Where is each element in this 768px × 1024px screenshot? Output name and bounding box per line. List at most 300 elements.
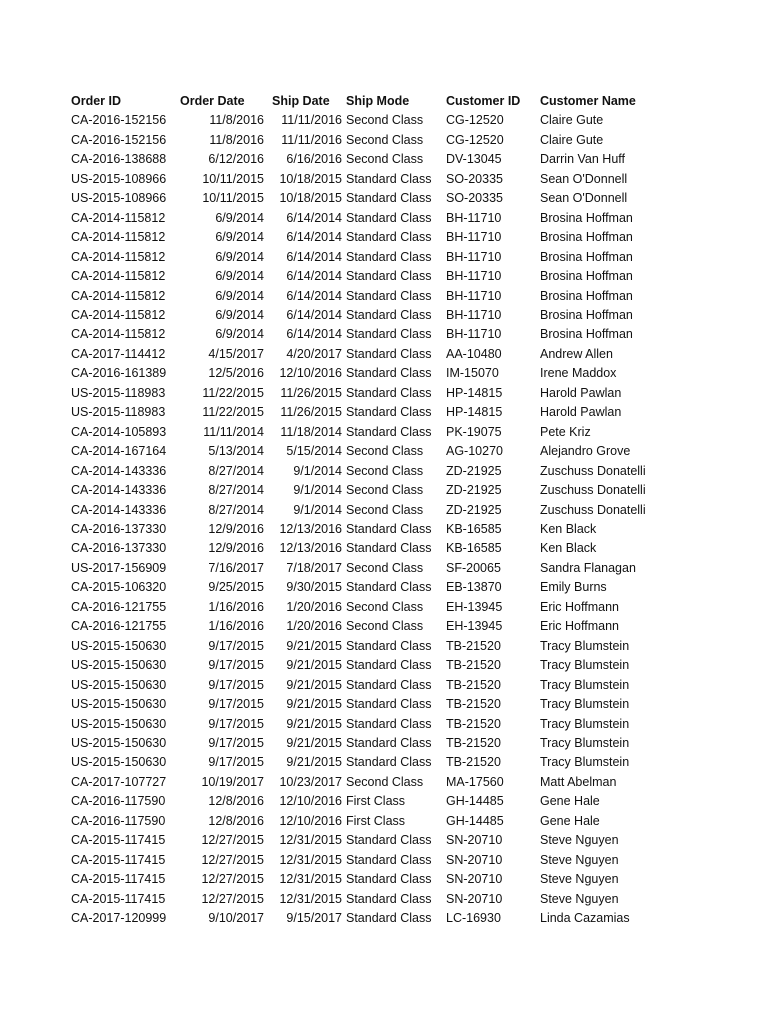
order-id-cell: CA-2015-117415 bbox=[71, 872, 166, 887]
order-id-cell: US-2015-150630 bbox=[71, 697, 167, 712]
table-row bbox=[71, 209, 696, 228]
ship-date-cell: 11/11/2016 bbox=[281, 113, 342, 128]
ship-mode-cell: Standard Class bbox=[346, 891, 432, 906]
table-row bbox=[71, 851, 696, 870]
ship-date-cell: 5/15/2014 bbox=[286, 444, 342, 459]
table-row bbox=[71, 287, 696, 306]
table-row bbox=[71, 559, 696, 578]
order-id-cell: US-2015-150630 bbox=[71, 677, 167, 692]
order-id-cell: CA-2014-143336 bbox=[71, 502, 167, 517]
customer-name-cell: Brosina Hoffman bbox=[540, 210, 633, 225]
ship-mode-cell: Standard Class bbox=[346, 872, 432, 887]
ship-date-cell: 12/10/2016 bbox=[279, 366, 342, 381]
orders-table bbox=[71, 92, 696, 928]
order-id-cell: CA-2014-105893 bbox=[71, 424, 167, 439]
table-row bbox=[71, 831, 696, 850]
customer-name-cell: Brosina Hoffman bbox=[540, 327, 633, 342]
order-date-cell: 1/16/2016 bbox=[208, 599, 264, 614]
table-row bbox=[71, 695, 696, 714]
customer-id-cell: EB-13870 bbox=[446, 580, 502, 595]
customer-name-cell: Sean O'Donnell bbox=[540, 191, 628, 206]
table-row bbox=[71, 364, 696, 383]
table-row bbox=[71, 734, 696, 753]
ship-date-cell: 11/18/2014 bbox=[280, 424, 342, 439]
order-id-cell: CA-2016-121755 bbox=[71, 599, 167, 614]
order-id-cell: US-2015-150630 bbox=[71, 658, 167, 673]
customer-name-cell: Gene Hale bbox=[540, 794, 600, 809]
ship-date-cell: 1/20/2016 bbox=[286, 619, 342, 634]
ship-date-cell: 6/14/2014 bbox=[286, 327, 342, 342]
ship-mode-cell: Standard Class bbox=[346, 716, 432, 731]
ship-mode-cell: Second Class bbox=[346, 132, 424, 147]
customer-name-cell: Darrin Van Huff bbox=[540, 152, 625, 167]
order-date-cell: 7/16/2017 bbox=[208, 560, 264, 575]
ship-mode-cell: Second Class bbox=[346, 444, 424, 459]
customer-name-cell: Andrew Allen bbox=[540, 346, 613, 361]
order-date-cell: 9/17/2015 bbox=[208, 638, 264, 653]
order-date-cell: 10/11/2015 bbox=[202, 171, 264, 186]
order-date-cell: 9/17/2015 bbox=[208, 658, 264, 673]
table-row bbox=[71, 501, 696, 520]
order-id-cell: CA-2015-117415 bbox=[71, 891, 166, 906]
customer-id-cell: CG-12520 bbox=[446, 132, 504, 147]
ship-mode-cell: Standard Class bbox=[346, 638, 432, 653]
customer-name-cell: Steve Nguyen bbox=[540, 833, 619, 848]
customer-name-cell: Tracy Blumstein bbox=[540, 638, 630, 653]
customer-id-cell: KB-16585 bbox=[446, 541, 502, 556]
order-id-cell: CA-2014-115812 bbox=[71, 230, 166, 245]
customer-id-cell: SN-20710 bbox=[446, 872, 503, 887]
ship-mode-cell: First Class bbox=[346, 813, 406, 828]
order-date-cell: 11/22/2015 bbox=[202, 405, 264, 420]
ship-date-cell: 10/23/2017 bbox=[279, 774, 342, 789]
order-id-cell: CA-2016-152156 bbox=[71, 113, 167, 128]
ship-mode-cell: Standard Class bbox=[346, 385, 432, 400]
customer-id-cell: TB-21520 bbox=[446, 755, 501, 770]
order-id-cell: CA-2016-138688 bbox=[71, 152, 167, 167]
customer-id-cell: BH-11710 bbox=[446, 249, 502, 264]
table-header bbox=[71, 92, 696, 111]
order-date-cell: 6/9/2014 bbox=[215, 249, 264, 264]
order-date-cell: 12/27/2015 bbox=[201, 852, 264, 867]
customer-id-cell: ZD-21925 bbox=[446, 463, 502, 478]
order-id-cell: CA-2014-115812 bbox=[71, 288, 166, 303]
table-row bbox=[71, 423, 696, 442]
ship-date-cell: 12/13/2016 bbox=[279, 541, 342, 556]
table-body bbox=[71, 111, 696, 928]
customer-id-cell: GH-14485 bbox=[446, 794, 504, 809]
ship-mode-cell: Standard Class bbox=[346, 210, 432, 225]
ship-date-cell: 9/21/2015 bbox=[286, 638, 342, 653]
order-date-cell: 9/17/2015 bbox=[208, 716, 264, 731]
customer-name-cell: Tracy Blumstein bbox=[540, 677, 630, 692]
table-row bbox=[71, 384, 696, 403]
customer-id-cell: BH-11710 bbox=[446, 210, 502, 225]
ship-mode-cell: Second Class bbox=[346, 483, 424, 498]
customer-id-cell: TB-21520 bbox=[446, 697, 501, 712]
ship-date-cell: 9/21/2015 bbox=[286, 735, 342, 750]
ship-date-cell: 4/20/2017 bbox=[286, 346, 342, 361]
order-id-cell: CA-2014-115812 bbox=[71, 210, 166, 225]
order-date-cell: 9/25/2015 bbox=[208, 580, 264, 595]
order-date-cell: 6/9/2014 bbox=[215, 230, 264, 245]
ship-date-cell: 7/18/2017 bbox=[286, 560, 342, 575]
ship-mode-cell: Standard Class bbox=[346, 677, 432, 692]
order-id-cell: CA-2016-117590 bbox=[71, 794, 166, 809]
ship-mode-cell: Standard Class bbox=[346, 230, 432, 245]
customer-name-cell: Alejandro Grove bbox=[540, 444, 631, 459]
ship-date-cell: 9/15/2017 bbox=[286, 911, 342, 926]
ship-mode-cell: Second Class bbox=[346, 599, 424, 614]
order-date-cell: 11/8/2016 bbox=[209, 132, 264, 147]
order-date-cell: 12/27/2015 bbox=[201, 833, 264, 848]
order-date-cell: 6/9/2014 bbox=[215, 210, 264, 225]
ship-date-cell: 9/21/2015 bbox=[286, 697, 342, 712]
customer-id-cell: BH-11710 bbox=[446, 307, 502, 322]
customer-name-cell: Brosina Hoffman bbox=[540, 249, 633, 264]
order-id-cell: CA-2016-161389 bbox=[71, 366, 167, 381]
order-date-cell: 9/17/2015 bbox=[208, 735, 264, 750]
table-row bbox=[71, 598, 696, 617]
table-row bbox=[71, 306, 696, 325]
order-id-cell: US-2015-118983 bbox=[71, 385, 166, 400]
ship-mode-cell: Standard Class bbox=[346, 658, 432, 673]
order-date-cell: 10/11/2015 bbox=[202, 191, 264, 206]
ship-mode-cell: Second Class bbox=[346, 113, 424, 128]
order-id-cell: US-2015-118983 bbox=[71, 405, 166, 420]
order-date-cell: 4/15/2017 bbox=[208, 346, 264, 361]
table-row bbox=[71, 792, 696, 811]
customer-name-cell: Pete Kriz bbox=[540, 424, 591, 439]
order-id-cell: CA-2014-143336 bbox=[71, 483, 167, 498]
ship-mode-cell: Standard Class bbox=[346, 269, 432, 284]
customer-name-cell: Tracy Blumstein bbox=[540, 755, 630, 770]
table-row bbox=[71, 442, 696, 461]
customer-name-cell: Linda Cazamias bbox=[540, 911, 630, 926]
order-id-cell: CA-2014-167164 bbox=[71, 444, 167, 459]
customer-id-cell: LC-16930 bbox=[446, 911, 501, 926]
order-id-cell: CA-2017-114412 bbox=[71, 346, 166, 361]
customer-name-cell: Zuschuss Donatelli bbox=[540, 483, 646, 498]
ship-mode-cell: Standard Class bbox=[346, 288, 432, 303]
customer-id-cell: ZD-21925 bbox=[446, 483, 502, 498]
order-date-cell: 8/27/2014 bbox=[208, 502, 264, 517]
customer-id-cell: AA-10480 bbox=[446, 346, 502, 361]
table-row bbox=[71, 890, 696, 909]
customer-name-cell: Brosina Hoffman bbox=[540, 230, 633, 245]
customer-id-cell: TB-21520 bbox=[446, 658, 501, 673]
customer-name-cell: Emily Burns bbox=[540, 580, 607, 595]
customer-name-cell: Sean O'Donnell bbox=[540, 171, 628, 186]
customer-id-cell: SN-20710 bbox=[446, 891, 503, 906]
customer-name-cell: Zuschuss Donatelli bbox=[540, 463, 646, 478]
customer-id-cell: TB-21520 bbox=[446, 677, 501, 692]
customer-name-cell: Tracy Blumstein bbox=[540, 716, 630, 731]
customer-name-cell: Harold Pawlan bbox=[540, 385, 622, 400]
order-date-cell: 12/27/2015 bbox=[201, 891, 264, 906]
ship-mode-cell: Second Class bbox=[346, 560, 424, 575]
order-date-cell: 11/11/2014 bbox=[203, 424, 264, 439]
order-id-cell: US-2015-150630 bbox=[71, 755, 167, 770]
order-date-cell: 11/8/2016 bbox=[209, 113, 264, 128]
order-id-cell: CA-2016-137330 bbox=[71, 541, 167, 556]
table-row bbox=[71, 715, 696, 734]
ship-mode-cell: Standard Class bbox=[346, 911, 432, 926]
table-row bbox=[71, 773, 696, 792]
order-date-cell: 12/9/2016 bbox=[208, 521, 264, 536]
customer-id-cell: GH-14485 bbox=[446, 813, 504, 828]
customer-id-cell: SO-20335 bbox=[446, 191, 503, 206]
ship-mode-cell: Standard Class bbox=[346, 697, 432, 712]
customer-id-cell: TB-21520 bbox=[446, 735, 501, 750]
ship-date-cell: 9/21/2015 bbox=[286, 677, 342, 692]
customer-name-cell: Tracy Blumstein bbox=[540, 658, 630, 673]
ship-mode-cell: Second Class bbox=[346, 463, 424, 478]
table-row bbox=[71, 656, 696, 675]
table-row bbox=[71, 345, 696, 364]
order-id-cell: CA-2014-115812 bbox=[71, 249, 166, 264]
customer-name-cell: Irene Maddox bbox=[540, 366, 617, 381]
customer-id-cell: CG-12520 bbox=[446, 113, 504, 128]
customer-name-cell: Ken Black bbox=[540, 521, 597, 536]
customer-id-cell: SF-20065 bbox=[446, 560, 501, 575]
ship-mode-cell: Standard Class bbox=[346, 405, 432, 420]
header-order-date: Order Date bbox=[180, 94, 245, 108]
ship-date-cell: 6/16/2016 bbox=[286, 152, 342, 167]
ship-date-cell: 9/30/2015 bbox=[286, 580, 342, 595]
customer-name-cell: Sandra Flanagan bbox=[540, 560, 636, 575]
ship-mode-cell: Second Class bbox=[346, 152, 424, 167]
customer-id-cell: TB-21520 bbox=[446, 716, 501, 731]
ship-date-cell: 12/10/2016 bbox=[279, 813, 342, 828]
ship-mode-cell: Standard Class bbox=[346, 366, 432, 381]
order-date-cell: 11/22/2015 bbox=[202, 385, 264, 400]
table-row bbox=[71, 228, 696, 247]
order-date-cell: 9/17/2015 bbox=[208, 697, 264, 712]
ship-mode-cell: First Class bbox=[346, 794, 406, 809]
customer-id-cell: BH-11710 bbox=[446, 327, 502, 342]
customer-name-cell: Steve Nguyen bbox=[540, 891, 619, 906]
customer-name-cell: Brosina Hoffman bbox=[540, 269, 633, 284]
ship-mode-cell: Second Class bbox=[346, 774, 424, 789]
customer-name-cell: Gene Hale bbox=[540, 813, 600, 828]
ship-date-cell: 11/11/2016 bbox=[281, 132, 342, 147]
customer-id-cell: EH-13945 bbox=[446, 599, 503, 614]
customer-id-cell: DV-13045 bbox=[446, 152, 502, 167]
table-row bbox=[71, 539, 696, 558]
table-row bbox=[71, 812, 696, 831]
ship-mode-cell: Standard Class bbox=[346, 424, 432, 439]
header-customer-id: Customer ID bbox=[446, 94, 521, 108]
customer-name-cell: Claire Gute bbox=[540, 132, 604, 147]
ship-date-cell: 12/31/2015 bbox=[279, 852, 342, 867]
ship-mode-cell: Second Class bbox=[346, 619, 424, 634]
order-id-cell: CA-2014-143336 bbox=[71, 463, 167, 478]
customer-id-cell: EH-13945 bbox=[446, 619, 503, 634]
order-date-cell: 6/9/2014 bbox=[215, 327, 264, 342]
customer-name-cell: Harold Pawlan bbox=[540, 405, 622, 420]
header-row bbox=[71, 92, 696, 111]
ship-date-cell: 10/18/2015 bbox=[279, 171, 342, 186]
order-id-cell: CA-2015-106320 bbox=[71, 580, 167, 595]
order-date-cell: 9/17/2015 bbox=[208, 677, 264, 692]
ship-mode-cell: Standard Class bbox=[346, 833, 432, 848]
ship-mode-cell: Standard Class bbox=[346, 346, 432, 361]
ship-date-cell: 12/10/2016 bbox=[279, 794, 342, 809]
order-id-cell: CA-2017-107727 bbox=[71, 774, 167, 789]
table-row bbox=[71, 267, 696, 286]
table-row bbox=[71, 462, 696, 481]
customer-id-cell: ZD-21925 bbox=[446, 502, 502, 517]
ship-mode-cell: Standard Class bbox=[346, 735, 432, 750]
table-row bbox=[71, 676, 696, 695]
order-date-cell: 8/27/2014 bbox=[208, 463, 264, 478]
order-date-cell: 8/27/2014 bbox=[208, 483, 264, 498]
order-date-cell: 12/5/2016 bbox=[208, 366, 264, 381]
table-row bbox=[71, 481, 696, 500]
order-id-cell: CA-2016-152156 bbox=[71, 132, 167, 147]
customer-id-cell: KB-16585 bbox=[446, 521, 502, 536]
header-ship-mode: Ship Mode bbox=[346, 94, 410, 108]
customer-id-cell: PK-19075 bbox=[446, 424, 502, 439]
header-ship-date: Ship Date bbox=[272, 94, 330, 108]
ship-mode-cell: Standard Class bbox=[346, 171, 432, 186]
customer-id-cell: MA-17560 bbox=[446, 774, 504, 789]
customer-name-cell: Brosina Hoffman bbox=[540, 288, 633, 303]
customer-name-cell: Ken Black bbox=[540, 541, 597, 556]
customer-id-cell: AG-10270 bbox=[446, 444, 503, 459]
ship-mode-cell: Standard Class bbox=[346, 755, 432, 770]
order-date-cell: 12/8/2016 bbox=[208, 794, 264, 809]
order-id-cell: US-2015-108966 bbox=[71, 191, 167, 206]
table-row bbox=[71, 150, 696, 169]
ship-mode-cell: Standard Class bbox=[346, 541, 432, 556]
ship-date-cell: 9/21/2015 bbox=[286, 658, 342, 673]
header-order-id: Order ID bbox=[71, 94, 122, 108]
customer-name-cell: Brosina Hoffman bbox=[540, 307, 633, 322]
customer-name-cell: Steve Nguyen bbox=[540, 852, 619, 867]
order-id-cell: US-2015-150630 bbox=[71, 638, 167, 653]
ship-date-cell: 12/13/2016 bbox=[279, 521, 342, 536]
table-row bbox=[71, 325, 696, 344]
order-date-cell: 12/8/2016 bbox=[208, 813, 264, 828]
order-date-cell: 12/9/2016 bbox=[208, 541, 264, 556]
order-id-cell: CA-2016-121755 bbox=[71, 619, 167, 634]
order-id-cell: US-2015-108966 bbox=[71, 171, 167, 186]
customer-id-cell: BH-11710 bbox=[446, 230, 502, 245]
table-row bbox=[71, 131, 696, 150]
table-row bbox=[71, 111, 696, 130]
ship-date-cell: 6/14/2014 bbox=[286, 288, 342, 303]
table-row bbox=[71, 403, 696, 422]
customer-id-cell: SN-20710 bbox=[446, 833, 503, 848]
customer-name-cell: Tracy Blumstein bbox=[540, 735, 630, 750]
customer-id-cell: BH-11710 bbox=[446, 269, 502, 284]
order-date-cell: 10/19/2017 bbox=[201, 774, 264, 789]
order-id-cell: CA-2016-137330 bbox=[71, 521, 167, 536]
customer-name-cell: Eric Hoffmann bbox=[540, 619, 619, 634]
customer-name-cell: Tracy Blumstein bbox=[540, 697, 630, 712]
customer-name-cell: Claire Gute bbox=[540, 113, 604, 128]
order-id-cell: CA-2015-117415 bbox=[71, 852, 166, 867]
ship-date-cell: 6/14/2014 bbox=[286, 269, 342, 284]
table-row bbox=[71, 189, 696, 208]
order-date-cell: 12/27/2015 bbox=[201, 872, 264, 887]
order-date-cell: 9/17/2015 bbox=[208, 755, 264, 770]
ship-date-cell: 10/18/2015 bbox=[279, 191, 342, 206]
ship-date-cell: 9/1/2014 bbox=[293, 502, 342, 517]
ship-date-cell: 6/14/2014 bbox=[286, 307, 342, 322]
table-row bbox=[71, 617, 696, 636]
customer-id-cell: TB-21520 bbox=[446, 638, 501, 653]
customer-id-cell: SO-20335 bbox=[446, 171, 503, 186]
order-date-cell: 6/9/2014 bbox=[215, 269, 264, 284]
order-date-cell: 6/9/2014 bbox=[215, 307, 264, 322]
ship-date-cell: 6/14/2014 bbox=[286, 230, 342, 245]
order-date-cell: 9/10/2017 bbox=[208, 911, 264, 926]
orders-table-container bbox=[71, 92, 696, 928]
order-date-cell: 6/9/2014 bbox=[215, 288, 264, 303]
table-row bbox=[71, 578, 696, 597]
table-row bbox=[71, 909, 696, 928]
customer-name-cell: Steve Nguyen bbox=[540, 872, 619, 887]
order-id-cell: US-2015-150630 bbox=[71, 735, 167, 750]
ship-mode-cell: Standard Class bbox=[346, 327, 432, 342]
ship-date-cell: 11/26/2015 bbox=[280, 405, 342, 420]
ship-date-cell: 1/20/2016 bbox=[286, 599, 342, 614]
customer-name-cell: Matt Abelman bbox=[540, 774, 617, 789]
table-row bbox=[71, 520, 696, 539]
ship-date-cell: 9/21/2015 bbox=[286, 716, 342, 731]
customer-name-cell: Eric Hoffmann bbox=[540, 599, 619, 614]
ship-mode-cell: Standard Class bbox=[346, 580, 432, 595]
ship-date-cell: 6/14/2014 bbox=[286, 249, 342, 264]
order-id-cell: CA-2017-120999 bbox=[71, 911, 167, 926]
customer-id-cell: BH-11710 bbox=[446, 288, 502, 303]
table-row bbox=[71, 637, 696, 656]
ship-mode-cell: Standard Class bbox=[346, 852, 432, 867]
customer-name-cell: Zuschuss Donatelli bbox=[540, 502, 646, 517]
order-id-cell: CA-2016-117590 bbox=[71, 813, 166, 828]
table-row bbox=[71, 870, 696, 889]
order-id-cell: CA-2015-117415 bbox=[71, 833, 166, 848]
customer-id-cell: SN-20710 bbox=[446, 852, 503, 867]
ship-mode-cell: Second Class bbox=[346, 502, 424, 517]
order-id-cell: US-2017-156909 bbox=[71, 560, 167, 575]
table-row bbox=[71, 170, 696, 189]
order-id-cell: CA-2014-115812 bbox=[71, 269, 166, 284]
order-date-cell: 1/16/2016 bbox=[208, 619, 264, 634]
ship-mode-cell: Standard Class bbox=[346, 307, 432, 322]
order-id-cell: CA-2014-115812 bbox=[71, 327, 166, 342]
table-row bbox=[71, 753, 696, 772]
ship-date-cell: 11/26/2015 bbox=[280, 385, 342, 400]
ship-date-cell: 9/21/2015 bbox=[286, 755, 342, 770]
ship-mode-cell: Standard Class bbox=[346, 521, 432, 536]
ship-date-cell: 9/1/2014 bbox=[293, 463, 342, 478]
ship-date-cell: 9/1/2014 bbox=[293, 483, 342, 498]
ship-date-cell: 12/31/2015 bbox=[279, 891, 342, 906]
order-date-cell: 5/13/2014 bbox=[208, 444, 264, 459]
ship-date-cell: 6/14/2014 bbox=[286, 210, 342, 225]
order-date-cell: 6/12/2016 bbox=[208, 152, 264, 167]
header-customer-name: Customer Name bbox=[540, 94, 636, 108]
ship-date-cell: 12/31/2015 bbox=[279, 872, 342, 887]
customer-id-cell: IM-15070 bbox=[446, 366, 499, 381]
customer-id-cell: HP-14815 bbox=[446, 385, 503, 400]
order-id-cell: CA-2014-115812 bbox=[71, 307, 166, 322]
customer-id-cell: HP-14815 bbox=[446, 405, 503, 420]
